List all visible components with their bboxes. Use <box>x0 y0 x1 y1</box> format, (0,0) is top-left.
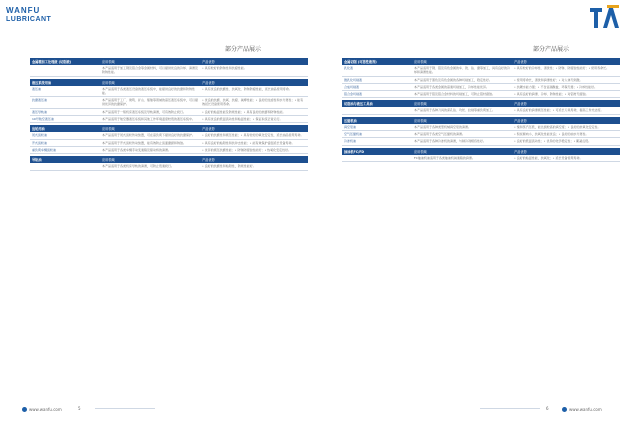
product-advantages: • 良好的低温流动性；• 优异的化学稳定性；• 絮凝点低。 <box>514 139 592 144</box>
table-row <box>30 116 308 123</box>
product-name: 抗磨液压油 <box>32 98 48 103</box>
footer-url: www.wanfu.com <box>29 406 62 412</box>
product-name: 微乳化切削液 <box>344 77 363 82</box>
table-row <box>342 65 620 77</box>
product-advantages: • 良好的抗磨性和极压性能；• 具有较好的氧化安定性，延长油品使用寿命。 <box>202 133 304 138</box>
column-header-name: 应用领域 <box>414 102 427 107</box>
table-row <box>342 138 620 145</box>
table-row <box>342 131 620 138</box>
footer-url: www.wanfu.com <box>569 406 602 412</box>
brand-subtitle: LUBRICANT <box>6 16 52 23</box>
product-description: 本产品适用于闭式齿轮传动装置，可在高负荷下提供良好的抗磨保护。 <box>102 133 196 138</box>
product-table-right <box>342 56 620 162</box>
product-description: 本产品适用于铝及铝合金材料的切削加工，可防止铝材腐蚀。 <box>414 92 496 97</box>
product-description: 本产品适用于各类空气压缩机的润滑。 <box>414 132 466 137</box>
table-row <box>30 163 308 170</box>
table-row <box>342 124 620 131</box>
product-table-left <box>30 56 308 171</box>
category-header <box>30 125 308 132</box>
section-title-left: 部分产品展示 <box>225 46 262 53</box>
product-advantages: • 饱和蒸汽压低，能达到较高的真空度；• 良好的抗氧化安定性。 <box>514 124 601 129</box>
table-row <box>342 107 620 114</box>
footer-divider <box>95 408 155 409</box>
table-row <box>30 147 308 154</box>
product-name: 铝合金切削液 <box>344 92 363 97</box>
category-header <box>342 100 620 107</box>
globe-icon <box>22 407 27 412</box>
category-header <box>342 117 620 124</box>
column-header-name: 应用领域 <box>414 118 427 123</box>
product-advantages: • 优异的极压抗磨性能；• 防锈防腐蚀性能好；• 热氧化安定性好。 <box>202 147 292 152</box>
product-description: 本产品适用于航空器液压系统和其他工作环境温度较低的液压系统中。 <box>102 117 196 122</box>
column-header-name: 应用领域 <box>102 60 115 64</box>
product-advantages: • 良好的粘温性能及防爬性能；• 具有良好的抗磨和防锈性能。 <box>202 109 286 114</box>
product-advantages: • 具有良好的润滑、冷却、防锈性能；• 对铝材无腐蚀。 <box>514 92 589 97</box>
category-name: 液压系统用油 <box>32 80 52 85</box>
product-description: 本产品适用于各种刀具的深孔钻、攻丝、拉削等重负荷加工。 <box>414 108 496 113</box>
footer-right <box>560 403 629 415</box>
category-name: 金属精加工处理液 (切削液) <box>32 60 72 64</box>
category-header <box>30 79 308 86</box>
product-name <box>342 107 412 113</box>
product-description: 本产品适用于各类金属的高速切削加工，冷却性能优异。 <box>414 84 490 89</box>
column-header-desc: 产品优势 <box>202 127 215 132</box>
table-row <box>30 109 308 116</box>
table-row <box>30 86 308 98</box>
category-name: 金属切削 (可溶性液剂) <box>344 60 377 64</box>
product-name: 液压导轨油 <box>32 109 48 114</box>
brand-name: WANFU <box>6 6 41 15</box>
product-advantages: • 具有较好的防锈性和抗腐性能。 <box>202 66 247 70</box>
table-row <box>342 155 620 162</box>
column-header-desc: 产品优势 <box>514 102 527 107</box>
category-header <box>30 156 308 163</box>
product-description: 本产品适用于各种冷冻机的润滑，与制冷剂相容性好。 <box>414 139 487 144</box>
product-advantages: • 具有较好的冷却性、清洗性；• 防锈、防腐蚀性能好；• 使用寿命长。 <box>514 66 610 70</box>
table-row <box>342 77 620 84</box>
column-header-desc: 产品优势 <box>202 158 215 163</box>
product-description: 本产品适用于工厂、建筑、矿山、船舶等领域的高压液压系统中，可以提供优异的抗磨保护。 <box>102 98 199 107</box>
table-row <box>30 97 308 109</box>
product-description: 本产品适用于黑色及有色金属的各种切削加工，稳定性好。 <box>414 77 493 82</box>
product-name: 10号航空液压油 <box>32 117 54 122</box>
category-name: 齿轮用油 <box>32 127 45 132</box>
product-name: 冷冻机油 <box>344 139 357 144</box>
product-name <box>342 155 412 161</box>
product-advantages: • 具有优良的抗磨性、抗氧化、防锈防腐性能，延长油品使用寿命。 <box>202 86 292 91</box>
product-description: 本产品适用于各类液压设备的液压系统中，能提供良好的抗磨和防锈性能。 <box>102 86 196 95</box>
table-row <box>30 140 308 147</box>
category-name: 切削油与液压工具油 <box>344 102 373 107</box>
product-name: 开式齿轮油 <box>32 140 48 145</box>
table-row <box>30 65 308 77</box>
column-header-name: 应用领域 <box>414 60 427 64</box>
product-advantages: • 具有优良的低温流动性和粘温性能；• 保证系统正常运行。 <box>202 117 283 122</box>
column-header-desc: 产品优势 <box>202 60 215 64</box>
column-header-desc: 产品优势 <box>514 60 527 64</box>
product-description: 本产品适用于加工钢及铝合金等金属材料，可以提供优良的冷却、润滑及防锈性能。 <box>102 66 199 75</box>
category-name: 导轨油 <box>32 158 42 163</box>
product-name: 合成切削液 <box>344 84 360 89</box>
page-number-right: 6 <box>546 406 549 411</box>
category-name: 抽油机FC/FD <box>344 149 365 154</box>
column-header-desc: 产品优势 <box>202 80 215 85</box>
category-header <box>342 58 620 65</box>
table-row <box>342 84 620 91</box>
product-name: 闭式齿轮油 <box>32 133 48 138</box>
table-row <box>342 91 620 98</box>
product-name <box>30 163 100 169</box>
column-header-desc: 产品优势 <box>514 118 527 123</box>
column-header-name: 应用领域 <box>102 158 115 163</box>
company-logo-icon <box>587 4 621 34</box>
column-header-desc: 产品优势 <box>514 149 527 154</box>
product-advantages: • 积炭倾向小，抗氧化性能优良；• 良好的油水分离性。 <box>514 132 589 137</box>
product-description: 本产品适用于各类车辆手动变速箱及驱动桥的润滑。 <box>102 147 172 152</box>
product-name: 空气压缩机油 <box>344 132 363 137</box>
product-description: FC抽油机油适用于各类抽油机减速箱的润滑。 <box>414 155 475 160</box>
product-advantages: • 良好的抗磨性和粘附性，防爬性能好。 <box>202 164 256 169</box>
category-name: 压缩机油 <box>344 118 357 123</box>
product-description: 本产品适用于各类机床导轨的润滑，可防止低速爬行。 <box>102 164 175 169</box>
page-number-left: 5 <box>78 406 81 411</box>
product-description: 本产品适用于一般机床液压系统及导轨润滑，可有效防止爬行。 <box>102 109 187 114</box>
globe-icon <box>562 407 567 412</box>
category-header <box>30 58 308 65</box>
product-name: 重负荷车辆齿轮油 <box>32 147 57 152</box>
product-name: 真空泵油 <box>344 124 357 129</box>
product-name: 液压油 <box>32 86 42 91</box>
product-advantages: • 具有良好的粘附性和抗冲击性能；• 能有效保护齿面延长设备寿命。 <box>202 140 295 145</box>
product-advantages: • 优良的抗磨、抗氧、抗腐、减摩性能；• 良好的过滤性和水分离性；• 能有效延长设备使用寿命。 <box>202 98 304 107</box>
product-description: 本产品适用于开式齿轮传动装置，能有效防止齿面磨损和锈蚀。 <box>102 140 187 145</box>
product-advantages: • 良好的粘温性能，抗氧化；• 延长设备使用寿命。 <box>514 155 583 160</box>
column-header-name: 应用领域 <box>414 149 427 154</box>
product-advantages: • 抗硬水能力强；• 不含亚硝酸盐，环保无毒；• 冷却性能好。 <box>514 84 598 89</box>
column-header-name: 应用领域 <box>102 80 115 85</box>
product-name <box>30 65 100 76</box>
product-advantages: • 具有良好的润滑极压性能；• 可延长刀具寿命，提高工件光洁度。 <box>514 108 604 113</box>
product-name: 乳化液 <box>344 66 354 70</box>
product-description: 本产品适用于各种类型机械真空泵的润滑。 <box>414 124 472 129</box>
product-advantages: • 使用寿命长，清洗和润滑性好；• 对人体无刺激。 <box>514 77 583 82</box>
brand-logo-text <box>6 6 51 24</box>
product-description: 本产品适用于钢、铝及有色金属的车、铣、钻、磨等加工，具有良好的冷却和润滑性能。 <box>414 66 511 75</box>
table-row <box>30 132 308 139</box>
category-header <box>342 148 620 155</box>
section-title-right: 部分产品展示 <box>533 46 570 53</box>
footer-divider <box>480 408 540 409</box>
column-header-name: 应用领域 <box>102 127 115 132</box>
